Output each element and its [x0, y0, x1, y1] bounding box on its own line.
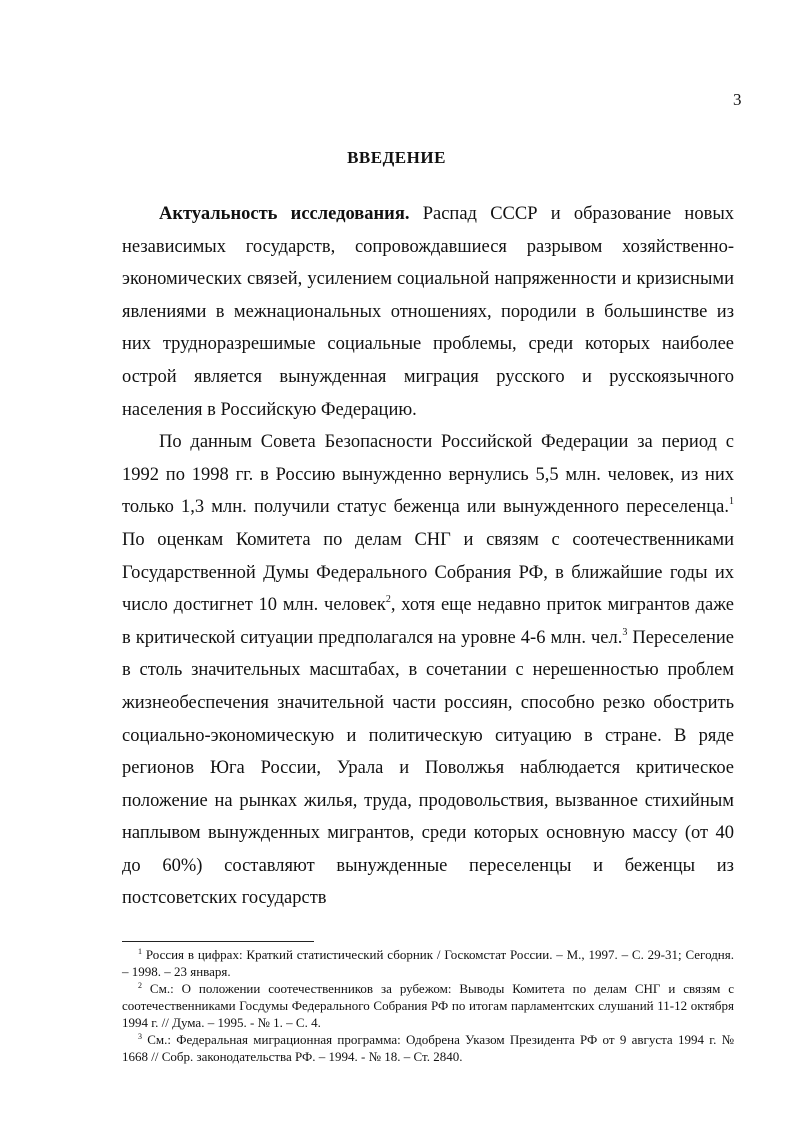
body-text [122, 198, 734, 915]
footnotes [122, 946, 734, 1065]
footnote-ref: 1 [729, 496, 734, 508]
footnote-separator [122, 941, 314, 942]
footnote-ref: 3 [622, 626, 628, 638]
footnote-text: См.: О положении соотечественников за рубежом: Выводы Комитета по делам СНГ и связям с соотечественниками Госдумы Федерального Собрания РФ по итогам парламентских слушаний 11-12 октября 1994 г. // Дума. – 1995. - № 1. – С. 4. [122, 981, 734, 1030]
footnote-2 [122, 980, 734, 1031]
footnote-text: См.: Федеральная миграционная программа: Одобрена Указом Президента РФ от 9 августа 1994 г. № 1668 // Собр. законодательства РФ. – 1994. - № 18. – Ст. 2840. [122, 1032, 734, 1064]
paragraph-text: Распад СССР и образование новых независимых государств, сопровождавшиеся разрывом хозяйственно-экономических связей, усилением социальной напряженности и кризисными явлениями в межнациональных отношениях, породили в большинстве из них трудноразрешимые социальные проблемы, среди которых наиболее острой является вынужденная миграция русского и русскоязычного населения в Российскую Федерацию. [122, 204, 734, 420]
footnote-mark: 1 [138, 947, 142, 956]
paragraph-text: По оценкам Комитета по делам СНГ и связям с соотечественниками Государственной Думы Федерального Собрания РФ, в ближайшие годы их число достигнет 10 млн. человек [122, 529, 734, 616]
footnote-1 [122, 946, 734, 980]
page-title: ВВЕДЕНИЕ [347, 148, 446, 167]
paragraph-relevance [122, 198, 734, 426]
page-number: 3 [733, 90, 742, 109]
footnote-ref: 2 [385, 594, 391, 606]
paragraph-statistics [122, 426, 734, 915]
paragraph-lead: Актуальность исследования. [159, 204, 410, 224]
paragraph-text: По данным Совета Безопасности Российской Федерации за период с 1992 по 1998 гг. в Россию вынужденно вернулись 5,5 млн. человек, из них только 1,3 млн. получили статус беженца или вынужденного переселенца. [122, 432, 734, 518]
footnote-text: Россия в цифрах: Краткий статистический сборник / Госкомстат России. – М., 1997. – С. 29-31; Сегодня. – 1998. – 23 января. [122, 947, 734, 979]
paragraph-text: Переселение в столь значительных масштабах, в сочетании с нерешенностью проблем жизнеобеспечения значительной части россиян, способно резко обострить социально-экономическую и политическую ситуацию в стране. В ряде регионов Юга России, Урала и Поволжья наблюдается критическое положение на рынках жилья, труда, продовольствия, вызванное стихийным наплывом вынужденных мигрантов, среди которых основную массу (от 40 до 60%) составляют вынужденные переселенцы и беженцы из постсоветских государств [122, 627, 734, 909]
footnote-3 [122, 1031, 734, 1065]
paragraph-text: , хотя еще недавно приток мигрантов даже в критической ситуации предполагался на уровне 4-6 млн. чел. [122, 595, 734, 648]
footnote-mark: 2 [138, 981, 142, 990]
footnote-mark: 3 [138, 1032, 142, 1041]
